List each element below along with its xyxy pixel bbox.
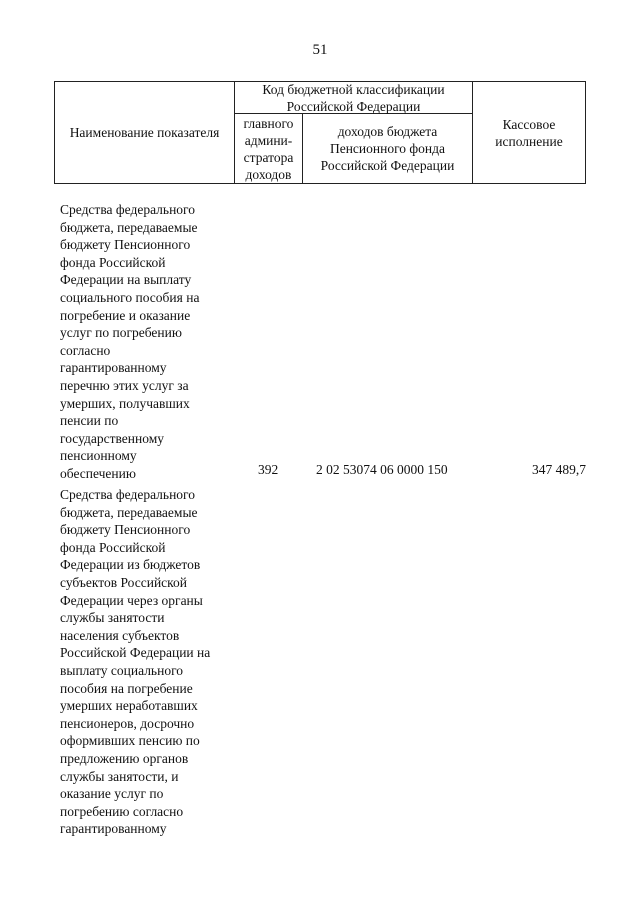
row-income-code: 2 02 53074 06 0000 150 bbox=[316, 462, 448, 477]
header-cell-admin bbox=[235, 114, 302, 183]
row-name: Средства федерального бюджета, передаваемые бюджету Пенсионного фонда Российской Федерации из бюджетов субъектов Российской Федерации через органы службы занятости населения субъектов Российской Федерации на выплату социального пособия на погребение умерших неработавших пенсионеров, досрочно оформивших пенсию по предложению органов службы занятости, и оказание услуг по погребению согласно гарантированному bbox=[60, 487, 211, 837]
row-name: Средства федерального бюджета, передаваемые бюджету Пенсионного фонда Российской Федерации на выплату социального пособия на погребение и оказание услуг по погребению согласно гарантированному перечню этих услуг за умерших, получавших пенсии по государственному пенсионному обеспечению bbox=[60, 202, 200, 481]
header-cash-label: Кассовое исполнение bbox=[495, 116, 563, 149]
header-admin-label: главного админи- стратора доходов bbox=[243, 115, 294, 182]
header-cell-cash bbox=[473, 82, 585, 183]
header-cell-code-group bbox=[235, 82, 472, 113]
page-number: 51 bbox=[312, 42, 328, 58]
row-amount: 347 489,7 bbox=[532, 462, 586, 477]
table-border-bottom bbox=[54, 183, 586, 184]
row-admin-code: 392 bbox=[258, 462, 279, 477]
header-cell-name bbox=[55, 82, 234, 183]
header-cell-income bbox=[303, 114, 472, 183]
header-income-label: доходов бюджета Пенсионного фонда Российской Федерации bbox=[320, 124, 455, 173]
table-border-right bbox=[585, 81, 586, 184]
header-code-group-label: Код бюджетной классификации Российской Федерации bbox=[262, 81, 445, 114]
header-name-label: Наименование показателя bbox=[69, 125, 220, 140]
